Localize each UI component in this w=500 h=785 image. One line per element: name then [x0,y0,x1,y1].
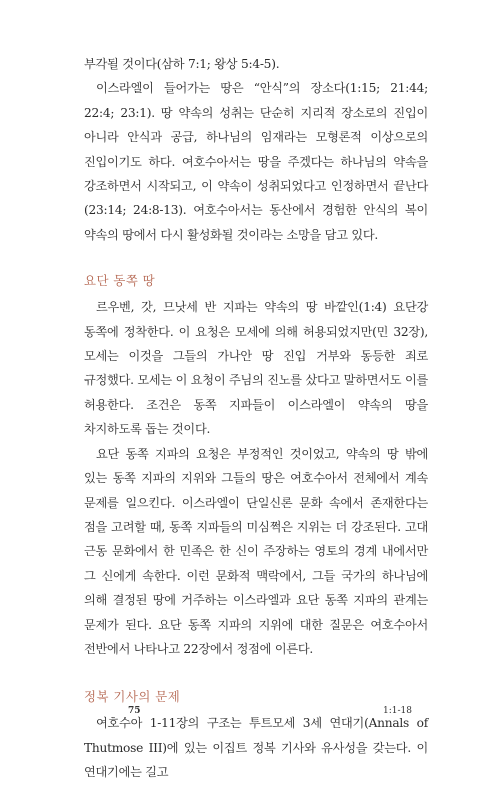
paragraph-5: 여호수아 1-11장의 구조는 투트모세 3세 연대기(Annals of Thutmose III)에 있는 이집트 정복 기사와 유사성을 갖는다. 이 연대기에는 길고 [84,716,428,780]
chapter-reference: 1:1-18 [383,706,412,716]
page-body [84,52,428,785]
paragraph-3: 르우벤, 갓, 므낫세 반 지파는 약속의 땅 바깥인(1:4) 요단강 동쪽에 정착한다. 이 요청은 모세에 의해 허용되었지만(민 32장), 모세는 이것을 그들의 가나안 땅 진입 거부와 동등한 죄로 규정했다. 모세는 이 요청이 주님의 진노를 샀다고 말하면서도 이를 허용한다. 조건은 동쪽 지파들이 이스라엘이 약속의 땅을 차지하도록 돕는 것이다. [84,300,428,437]
paragraph-1: 부각될 것이다(삼하 7:1; 왕상 5:4-5). [84,57,280,71]
section-heading-transjordan: 요단 동쪽 땅 [84,273,156,289]
paragraph-2: 이스라엘이 들어가는 땅은 “안식”의 장소다(1:15; 21:44; 22:4; 23:1). 땅 약속의 성취는 단순히 지리적 장소로의 진입이 아니라 안식과 공급, 하나님의 임재라는 모형론적 이상으로의 진입이기도 하다. 여호수아서는 땅을 주겠다는 하나님의 약속을 강조하면서 시작되고, 이 약속이 성취되었다고 인정하면서 끝난다(23:14; 24:8-13). 여호수아서는 동산에서 경험한 안식의 복이 약속의 땅에서 다시 활성화될 것이라는 소망을 담고 있다. [84,81,428,242]
section-heading-conquest: 정복 기사의 문제 [84,689,181,705]
paragraph-4: 요단 동쪽 지파의 요청은 부정적인 것이었고, 약속의 땅 밖에 있는 동쪽 지파의 지위와 그들의 땅은 여호수아서 전체에서 계속 문제를 일으킨다. 이스라엘이 단일신론 문화 속에서 존재한다는 점을 고려할 때, 동쪽 지파들의 미심쩍은 지위는 더 강조된다. 고대 근동 문화에서 한 민족은 한 신이 주장하는 영토의 경계 내에서만 그 신에게 속한다. 이런 문화적 맥락에서, 그들 국가의 하나님에 의해 결정된 땅에 거주하는 이스라엘과 요단 동쪽 지파의 관계는 문제가 된다. 요단 동쪽 지파의 지위에 대한 질문은 여호수아서 전반에서 나타나고 22장에서 정점에 이른다. [84,446,428,656]
page-number: 75 [128,706,141,716]
